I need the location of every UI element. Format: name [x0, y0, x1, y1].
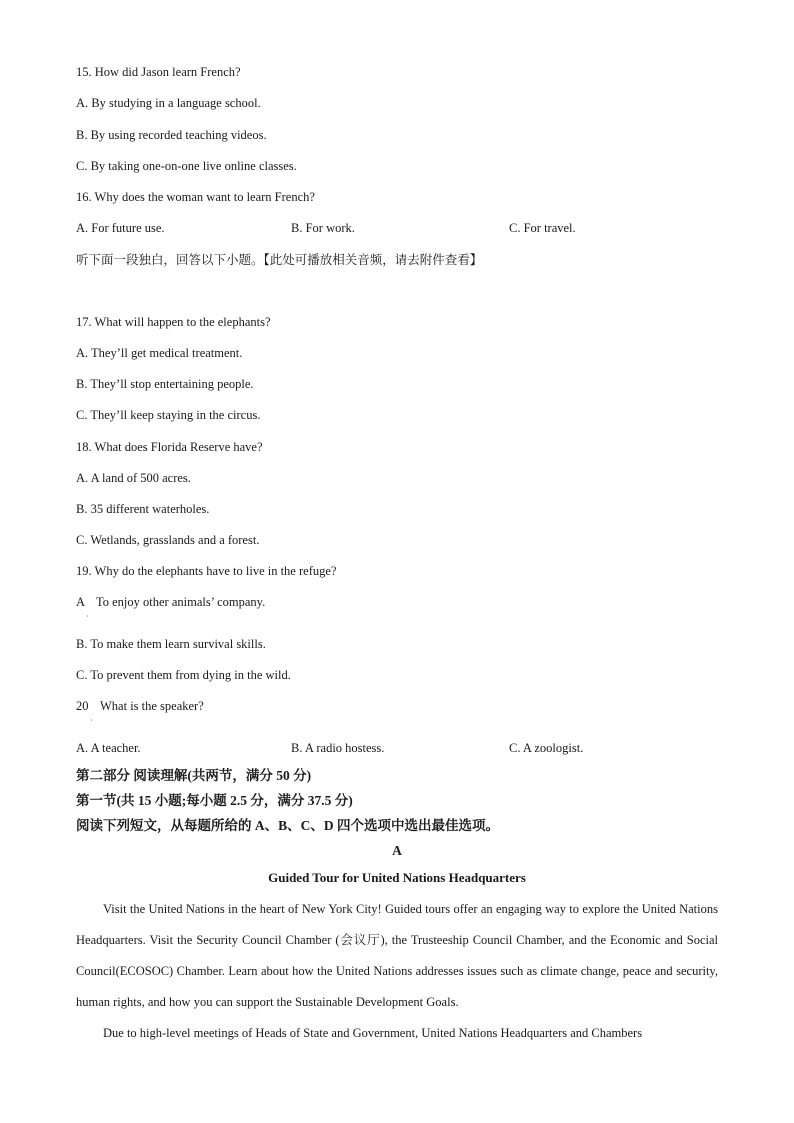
question-17: 17. What will happen to the elephants?: [76, 315, 271, 329]
paragraph-1: Visit the United Nations in the heart of New York City! Guided tours offer an engaging way to explore the United Nations Headquarters. Visit the Security Council Chamber (会议厅), the Trusteeship Council Chamber, and the Economic and Social Council(ECOSOC) Chamber. Learn about how the United Nations addresses issues such as climate change, peace and security, human rights, and how you can support the Sustainable Development Goals.: [76, 902, 718, 1009]
option-18b: B. 35 different waterholes.: [76, 502, 210, 516]
question-20: What is the speaker?: [100, 699, 204, 713]
option-16a: A. For future use.: [76, 221, 165, 235]
option-18a: A. A land of 500 acres.: [76, 471, 191, 485]
option-19a-text: To enjoy other animals’ company.: [96, 595, 266, 609]
monologue-instruction: 听下面一段独白，回答以下小题。【此处可播放相关音频，请去附件查看】: [76, 252, 483, 267]
question-20-number: 20: [76, 699, 89, 713]
option-15c: C. By taking one-on-one live online classes.: [76, 159, 297, 173]
part-title: 第二部分 阅读理解(共两节，满分 50 分): [76, 768, 312, 783]
option-18c: C. Wetlands, grasslands and a forest.: [76, 533, 260, 547]
question-15: 15. How did Jason learn French?: [76, 65, 241, 79]
option-20b: B. A radio hostess.: [291, 741, 385, 755]
option-15a: A. By studying in a language school.: [76, 96, 261, 110]
section-title: 第一节(共 15 小题;每小题 2.5 分，满分 37.5 分): [76, 793, 353, 808]
reading-instruction: 阅读下列短文，从每题所给的 A、B、C、D 四个选项中选出最佳选项。: [76, 818, 500, 833]
dot-mark: ·: [86, 612, 89, 621]
option-19b: B. To make them learn survival skills.: [76, 637, 266, 651]
question-18: 18. What does Florida Reserve have?: [76, 440, 263, 454]
paragraph-2: Due to high-level meetings of Heads of State and Government, United Nations Headquarters and Chambers: [103, 1026, 643, 1040]
option-19c: C. To prevent them from dying in the wild.: [76, 668, 291, 682]
option-15b: B. By using recorded teaching videos.: [76, 128, 267, 142]
option-17c: C. They’ll keep staying in the circus.: [76, 408, 261, 422]
option-16b: B. For work.: [291, 221, 355, 235]
option-16c: C. For travel.: [509, 221, 576, 235]
passage-letter: A: [392, 843, 402, 858]
question-16: 16. Why does the woman want to learn French?: [76, 190, 315, 204]
option-17b: B. They’ll stop entertaining people.: [76, 377, 254, 391]
option-20a: A. A teacher.: [76, 741, 141, 755]
passage-body: [76, 894, 718, 1049]
passage-title: Guided Tour for United Nations Headquarters: [268, 870, 526, 885]
option-19a-letter: A: [76, 595, 86, 609]
dot-mark: ·: [90, 716, 93, 725]
option-17a: A. They’ll get medical treatment.: [76, 346, 243, 360]
option-20c: C. A zoologist.: [509, 741, 584, 755]
question-19: 19. Why do the elephants have to live in the refuge?: [76, 564, 337, 578]
